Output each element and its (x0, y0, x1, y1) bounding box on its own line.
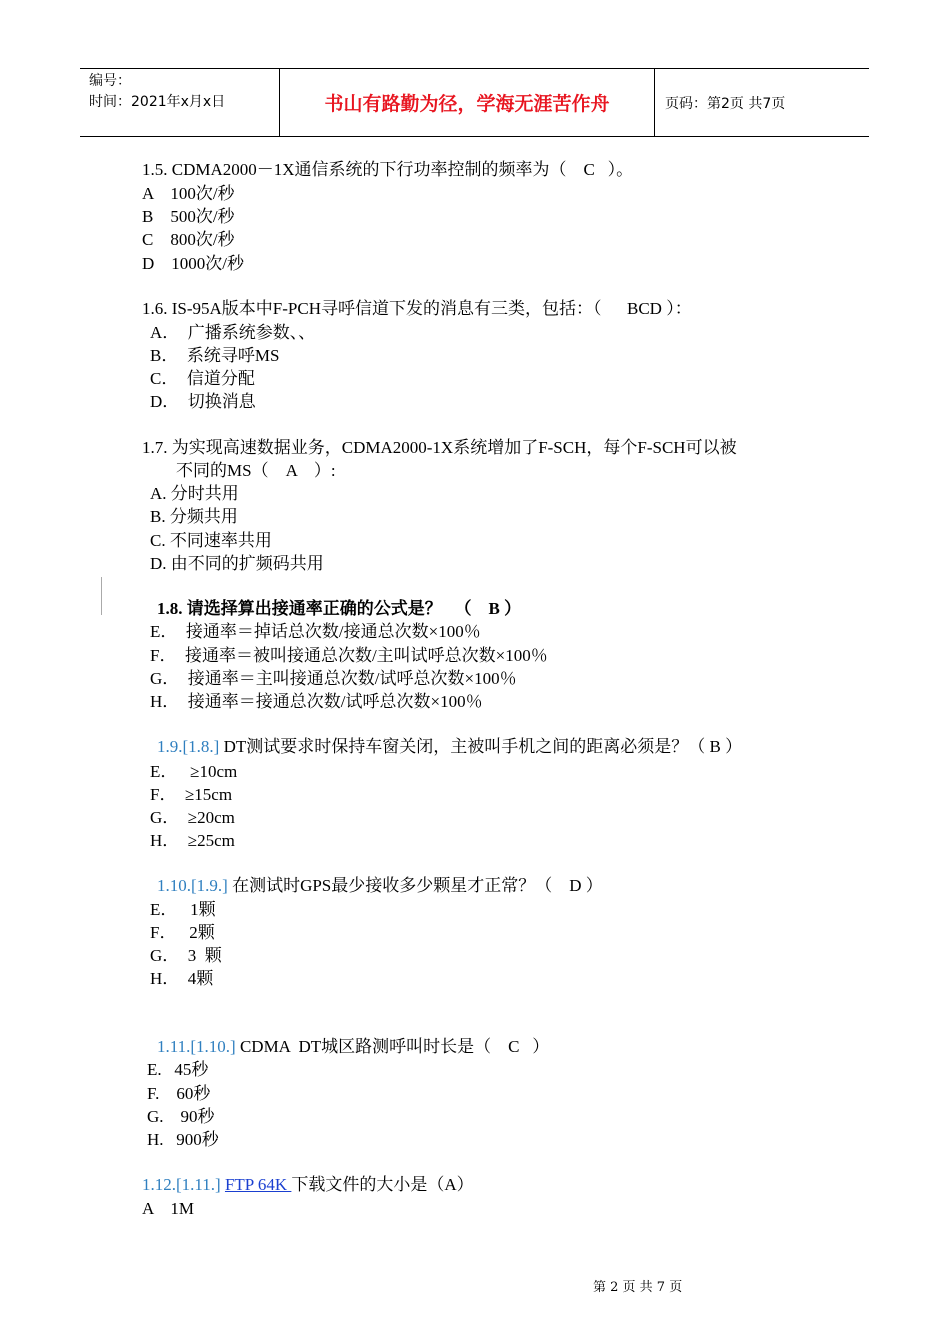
question-stem-row (157, 874, 603, 897)
question-stem-row (157, 1035, 549, 1058)
page-footer: 第 2 页 共 7 页 (593, 1280, 683, 1295)
question-option: B 500次/秒 (142, 207, 235, 226)
header-page-label: 页码：第2页 共7页 (665, 95, 786, 112)
question-option: G． ≥20cm (150, 808, 235, 827)
number-label: 编号： (89, 73, 131, 89)
question-option: G． 3 颗 (150, 946, 222, 965)
question-stem: 下载文件的大小是（A） (291, 1175, 474, 1194)
question-option: C 800次/秒 (142, 230, 235, 249)
question-option: E. 45秒 (147, 1060, 209, 1079)
question-option: G． 接通率＝主叫接通总次数/试呼总次数×100％ (150, 669, 517, 688)
question-option: C. 不同速率共用 (150, 531, 272, 550)
question-option: D 1000次/秒 (142, 254, 244, 273)
question-stem: DT测试要求时保持车窗关闭，主被叫手机之间的距离必须是？（ B ） (223, 737, 743, 756)
question-stem: 1.5. CDMA2000－1X通信系统的下行功率控制的频率为（ C ）。 (142, 160, 634, 179)
time-label: 时间：2021年x月x日 (89, 94, 226, 110)
page-header (80, 68, 869, 137)
question-option: F． 接通率＝被叫接通总次数/主叫试呼总次数×100％ (150, 646, 548, 665)
header-meta (80, 69, 280, 136)
question-option: F． ≥15cm (150, 785, 233, 804)
question-stem-row (142, 1173, 474, 1196)
header-motto: 书山有路勤为径，学海无涯苦作舟 (280, 69, 655, 136)
question-option: B. 分频共用 (150, 507, 238, 526)
question-option: F. 60秒 (147, 1084, 211, 1103)
question-stem: CDMA DT城区路测呼叫时长是（ C ） (239, 1037, 550, 1056)
question-option: A. 分时共用 (150, 484, 239, 503)
question-stem: 1.7. 为实现高速数据业务，CDMA2000-1X系统增加了F-SCH，每个F-SCH可以被 (142, 438, 737, 457)
question-option: H. 900秒 (147, 1130, 219, 1149)
revision-bar (101, 577, 102, 615)
ftp-link[interactable]: FTP 64K (224, 1175, 292, 1194)
question-stem: 1.8. 请选择算出接通率正确的公式是？ （ B ） (157, 599, 522, 618)
question-stem: 在测试时GPS最少接收多少颗星才正常？（ D ） (232, 876, 603, 895)
question-option: B． 系统寻呼MS (150, 346, 280, 365)
question-stem-row (157, 735, 742, 758)
question-option: H． 接通率＝接通总次数/试呼总次数×100％ (150, 692, 483, 711)
question-option: A 100次/秒 (142, 184, 235, 203)
question-option: A 1M (142, 1199, 194, 1218)
cross-reference-number: 1.9.[1.8.] (157, 737, 224, 756)
question-option: G. 90秒 (147, 1107, 215, 1126)
question-option: H． 4颗 (150, 969, 214, 988)
question-option: C． 信道分配 (150, 369, 255, 388)
question-option: E． 1颗 (150, 900, 216, 919)
question-option: E． 接通率＝掉话总次数/接通总次数×100％ (150, 622, 481, 641)
cross-reference-number: 1.11.[1.10.] (157, 1037, 240, 1056)
question-option: D． 切换消息 (150, 392, 256, 411)
cross-reference-number: 1.12.[1.11.] (142, 1175, 225, 1194)
question-option: A． 广播系统参数、、 (150, 323, 316, 342)
question-option: D. 由不同的扩频码共用 (150, 554, 324, 573)
question-option: F． 2颗 (150, 923, 215, 942)
cross-reference-number: 1.10.[1.9.] (157, 876, 233, 895)
question-stem: 1.6. IS-95A版本中F-PCH寻呼信道下发的消息有三类，包括：（ BCD ）： (142, 299, 692, 318)
question-option: H． ≥25cm (150, 831, 235, 850)
question-stem-continued: 不同的MS（ A ）: (176, 461, 336, 480)
question-option: E． ≥10cm (150, 762, 238, 781)
